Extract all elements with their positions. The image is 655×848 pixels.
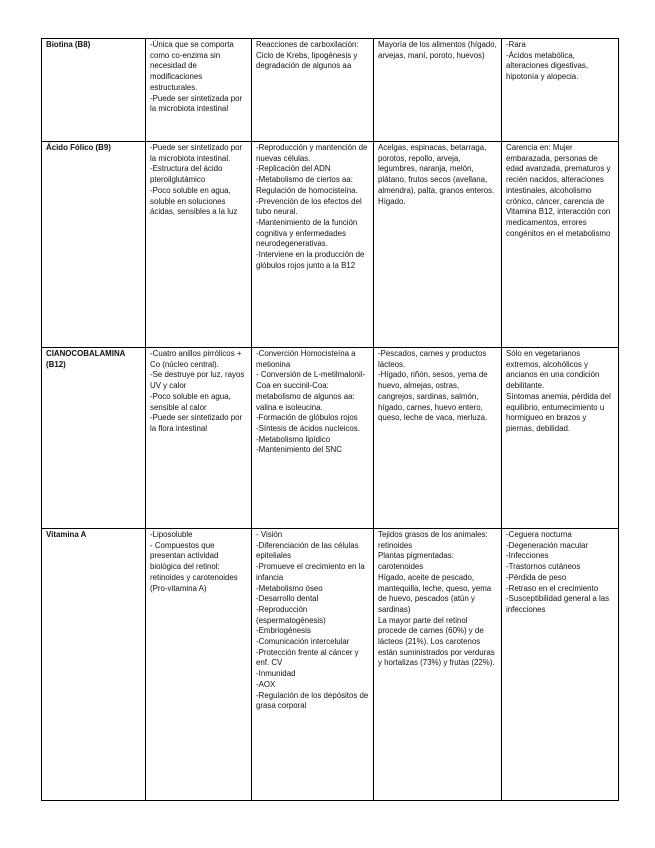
deficiency-line: Sólo en vegetarianos extremos, alcohólicos y ancianos en una condición debilitante. [506, 349, 602, 391]
characteristics-line: -Puede ser sintetizado por la microbiota intestinal. [150, 143, 245, 163]
characteristics-line: -Poco soluble en agua, soluble en soluciones ácidas, sensibles a la luz [150, 185, 238, 217]
sources-line: La mayor parte del retinol procede de carnes (60%) y de lácteos (21%). Los carotenos están suministrados por verduras y hortalizas (73%) y frutas (22%). [378, 615, 497, 668]
characteristics-cell [146, 348, 252, 529]
deficiency-line: -Retraso en el crecimiento [506, 583, 599, 593]
sources-cell [374, 39, 502, 142]
table-row [42, 348, 619, 529]
functions-line: -Inmunidad [256, 669, 296, 679]
functions-line: -Síntesis de ácidos nucleicos. [256, 423, 360, 433]
characteristics-cell [146, 142, 252, 348]
vitamin-name-cell [42, 39, 146, 142]
sources-line: Hígado. [378, 196, 406, 206]
sources-cell [374, 348, 502, 529]
functions-cell [252, 529, 374, 801]
functions-cell [252, 348, 374, 529]
deficiency-line: -Susceptibilidad general a las infecciones [506, 594, 612, 614]
sources-cell [374, 142, 502, 348]
functions-line: -Prevención de los efectos del tubo neural. [256, 196, 364, 217]
functions-line: -Desarrollo dental [256, 594, 319, 604]
characteristics-line: -Puede ser sintetizado por la flora intestinal [150, 413, 245, 433]
deficiency-line: -Pérdida de peso [506, 572, 567, 582]
vitamin-name: Ácido Fólico (B9) [46, 143, 111, 152]
functions-line: -Interviene en la producción de glóbulos rojos junto a la B12 [256, 250, 367, 270]
functions-line: -Metabolismo de ciertos aa: Regulación de homocisteína. [256, 175, 358, 195]
characteristics-line: -Poco soluble en agua, sensible al calor [150, 391, 233, 412]
sources-line: -Hígado, riñón, sesos, yema de huevo, almejas, ostras, cangrejos, sardinas, salmón, hígado, carnes, huevo entero, queso, leche de vaca, merluza. [378, 370, 490, 423]
sources-line: Plantas pigmentadas: carotenoides [378, 551, 457, 572]
functions-line: -Metabolismo óseo [256, 583, 323, 593]
sources-line: Acelgas, espinacas, betarraga, porotos, repollo, arveja, legumbres, naranja, melón, plátano, frutos secos (avellana, almendra), palta, granos enteros. [378, 143, 495, 195]
characteristics-line: -Cuatro anillos pirrólicos + Co (núcleo central). [150, 349, 244, 369]
functions-line: Reacciones de carboxilación: Ciclo de Krebs, lipogénesis y degradación de algunos aa [256, 40, 361, 71]
deficiency-line: Síntomas anemia, pérdida del equilibrio, entumecimiento u hormigueo en brazos y piernas, debilidad. [506, 391, 614, 433]
deficiency-line: Carencia en: Mujer embarazada, personas de edad avanzada, prematuros y recién nacidos, alteraciones intestinales, alcoholismo crónico, cáncer, carencia de Vitamina B12, interacción con medicamentos, errores congénitos en el metabolismo [506, 143, 613, 238]
deficiency-cell [502, 348, 619, 529]
table-body [42, 39, 619, 801]
deficiency-cell [502, 142, 619, 348]
characteristics-cell [146, 39, 252, 142]
table-row [42, 529, 619, 801]
vitamins-table [41, 38, 619, 801]
vitamin-name-cell [42, 348, 146, 529]
sources-cell [374, 529, 502, 801]
functions-line: -AOX [256, 679, 276, 689]
characteristics-line: - Compuestos que presentan actividad biológica del retinol: retinoides y carotenoides (Pro-vitamina A) [150, 540, 240, 593]
deficiency-line: -Ácidos metabólica, alteraciones digestivas, hipotonía y alopecia. [506, 50, 591, 82]
vitamin-name: Vitamina A [46, 530, 87, 539]
deficiency-cell [502, 39, 619, 142]
vitamin-name: CIANOCOBALAMINA (B12) [46, 349, 128, 369]
vitamin-name-cell [42, 529, 146, 801]
deficiency-cell [502, 529, 619, 801]
sources-line: Tejidos grasos de los animales: retinoides [378, 530, 490, 550]
functions-line: -Formación de glóbulos rojos [256, 413, 358, 423]
sources-line: Mayoría de los alimentos (hígado, arvejas, maní, poroto, huevos) [378, 40, 500, 60]
functions-line: -Replicación del ADN [256, 164, 331, 174]
functions-line: -Diferenciación de las células epiteliales [256, 540, 361, 561]
functions-line: - Visión [256, 530, 283, 539]
vitamin-name: Biotina (B8) [46, 40, 91, 49]
functions-line: -Reproducción y mantención de nuevas células. [256, 143, 370, 163]
functions-line: -Regulación de los depósitos de grasa corporal [256, 690, 371, 711]
deficiency-line: -Rara [506, 40, 526, 49]
functions-line: -Converción Homocisteína a metionina [256, 349, 358, 369]
deficiency-line: -Degeneración macular [506, 540, 589, 550]
functions-line: -Protección frente al cáncer y enf. CV [256, 647, 361, 668]
characteristics-line: -Única que se comporta como co-enzima sin necesidad de modificaciones estructurales. [150, 40, 236, 92]
sources-line: -Pescados, carnes y productos lácteos. [378, 349, 489, 369]
table-row [42, 39, 619, 142]
functions-line: -Mantenimiento del SNC [256, 445, 342, 455]
functions-line: - Conversión de L-metilmalonil-Coa en succinil-Coa: metabolismo de algunos aa: valina e isoleucina. [256, 370, 366, 412]
functions-line: -Reproducción (espermatogénesis) [256, 604, 326, 625]
functions-line: -Promueve el crecimiento en la infancia [256, 562, 367, 582]
characteristics-line: -Se destruye por luz, rayos UV y calor [150, 370, 247, 391]
characteristics-line: -Liposoluble [150, 530, 193, 539]
deficiency-line: -Trastornos cutáneos [506, 562, 581, 572]
deficiency-line: -Ceguera nocturna [506, 530, 572, 539]
deficiency-line: -Infecciones [506, 551, 549, 561]
functions-cell [252, 142, 374, 348]
vitamin-name-cell [42, 142, 146, 348]
functions-cell [252, 39, 374, 142]
characteristics-line: -Puede ser sintetizada por la microbiota intestinal [150, 93, 245, 114]
functions-line: -Comunicación intercelular [256, 637, 350, 647]
characteristics-cell [146, 529, 252, 801]
functions-line: -Embriogénesis [256, 626, 311, 636]
functions-line: -Mantenimiento de la función cognitiva y enfermedades neurodegenerativas. [256, 217, 360, 249]
table-row [42, 142, 619, 348]
functions-line: -Metabolismo lipídico [256, 434, 331, 444]
sources-line: Hígado, aceite de pescado, mantequilla, leche, queso, yema de huevo, pescados (atún y sardinas) [378, 572, 494, 614]
characteristics-line: -Estructura del ácido pteroilglutámico [150, 164, 225, 185]
